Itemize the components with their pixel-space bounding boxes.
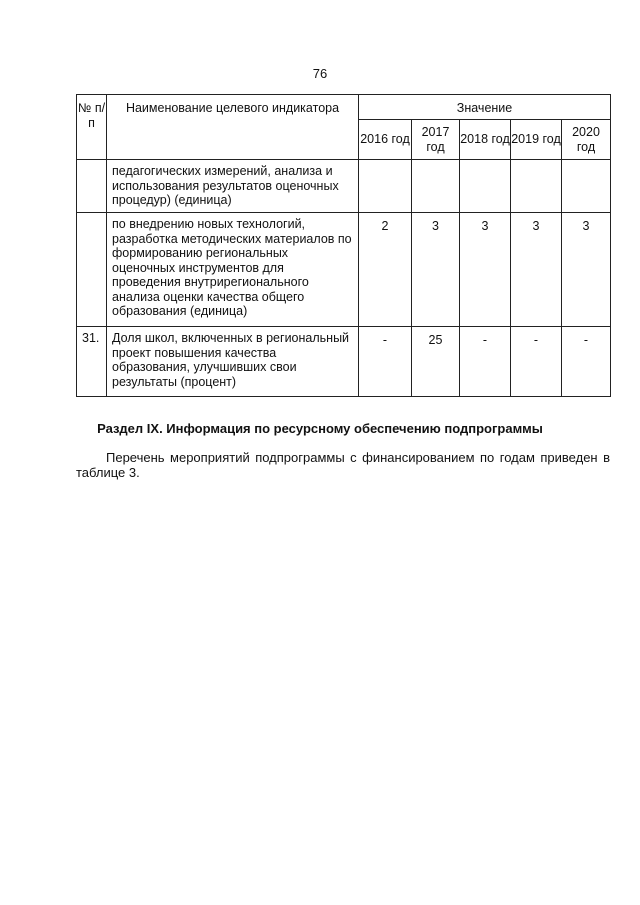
row-number xyxy=(77,213,107,327)
header-number: № п/п xyxy=(77,95,107,160)
indicator-value: 3 xyxy=(562,213,611,327)
indicator-value: 3 xyxy=(412,213,460,327)
page-number: 76 xyxy=(312,66,328,81)
table-row xyxy=(77,213,611,327)
indicator-value: - xyxy=(562,327,611,397)
indicator-value xyxy=(562,160,611,213)
header-indicator-name: Наименование целевого индикатора xyxy=(107,95,359,160)
indicator-value: 3 xyxy=(511,213,562,327)
indicator-value xyxy=(412,160,460,213)
indicator-value xyxy=(460,160,511,213)
header-year: 2016 год xyxy=(359,120,412,160)
indicator-value xyxy=(359,160,412,213)
header-year: 2017 год xyxy=(412,120,460,160)
table-row xyxy=(77,160,611,213)
row-number xyxy=(77,160,107,213)
header-year: 2019 год xyxy=(511,120,562,160)
indicator-value: - xyxy=(460,327,511,397)
row-number: 31. xyxy=(77,327,107,397)
indicator-value: - xyxy=(359,327,412,397)
indicator-value: 2 xyxy=(359,213,412,327)
indicator-value: - xyxy=(511,327,562,397)
indicator-value: 3 xyxy=(460,213,511,327)
indicator-value: 25 xyxy=(412,327,460,397)
header-year: 2020 год xyxy=(562,120,611,160)
indicator-table xyxy=(76,94,611,397)
header-year: 2018 год xyxy=(460,120,511,160)
indicator-name: по внедрению новых технологий, разработка методических материалов по формированию региональных оценочных инструментов для проведения внутрирегионального анализа оценки качества общего образования (единица) xyxy=(107,213,359,327)
table-row xyxy=(77,327,611,397)
indicator-name: педагогических измерений, анализа и использования результатов оценочных процедур) (единица) xyxy=(107,160,359,213)
indicator-name: Доля школ, включенных в региональный проект повышения качества образования, улучшивших свои результаты (процент) xyxy=(107,327,359,397)
body-paragraph: Перечень мероприятий подпрограммы с финансированием по годам приведен в таблице 3. xyxy=(76,450,610,480)
header-value-group: Значение xyxy=(359,95,611,120)
indicator-value xyxy=(511,160,562,213)
section-title: Раздел IX. Информация по ресурсному обеспечению подпрограммы xyxy=(97,421,543,436)
